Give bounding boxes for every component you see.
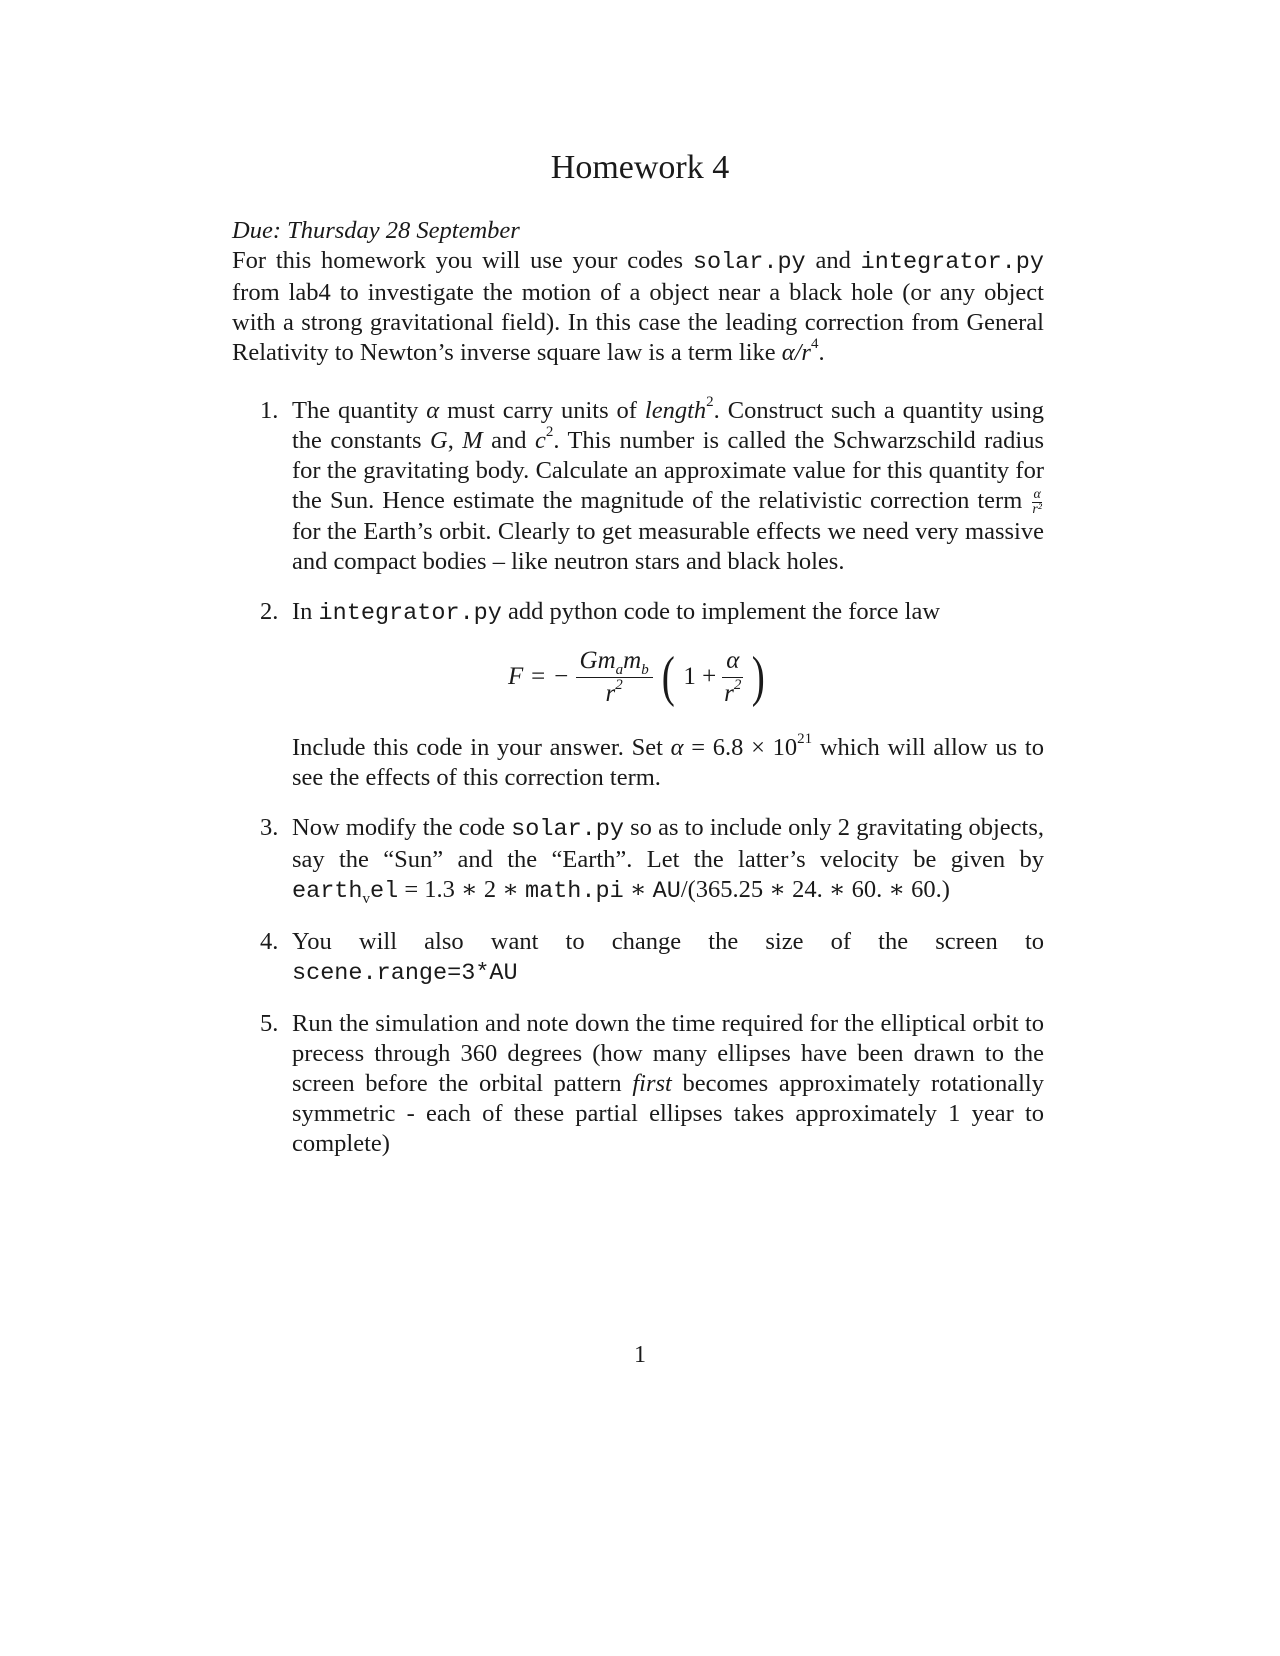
code-solar: solar.py: [511, 815, 624, 843]
code-integrator: integrator.py: [860, 249, 1044, 276]
math-G: G: [430, 427, 448, 454]
fraction-numerator-m: m: [623, 646, 642, 674]
problem-item: [232, 813, 1044, 907]
emphasis-length: length: [644, 397, 707, 424]
emphasis-first: first: [632, 1069, 672, 1097]
problem-text: becomes approximately rotationally symmetric - each of these partial ellipses takes approximately 1 year to complete): [292, 1069, 1044, 1157]
problem-text: . Construct such a quantity using the constants: [292, 397, 1044, 454]
document-body: [232, 216, 1044, 1179]
problem-text: = 1.3 ∗ 2 ∗: [398, 875, 525, 903]
math-exponent: 2: [733, 676, 742, 693]
math-exponent: 21: [797, 730, 813, 747]
problem-text: and: [482, 427, 535, 454]
problem-text: = 6.8 × 10: [683, 733, 798, 761]
problem-number: 1.: [260, 397, 279, 424]
problem-number: 4.: [260, 927, 279, 955]
fraction-numerator: α: [722, 647, 743, 678]
problem-text: must carry units of: [439, 397, 645, 424]
problem-text: so as to include only 2 gravitating objects, say the “Sun” and the “Earth”. Let the latter’s velocity be given by: [292, 813, 1044, 873]
subscript-a: a: [615, 661, 624, 678]
problem-text: add python code to implement the force law: [501, 597, 941, 625]
page-title: Homework 4: [550, 149, 730, 186]
math-alpha-over-r: α/r: [781, 339, 811, 366]
left-paren: (: [661, 646, 675, 709]
problem-text: /(365.25 ∗ 24. ∗ 60. ∗ 60.): [680, 875, 950, 903]
intro-text: and: [805, 247, 861, 274]
fraction-numerator: Gm: [579, 646, 616, 674]
code-el: el: [370, 877, 399, 905]
problem-text: Include this code in your answer. Set: [292, 733, 671, 761]
math-alpha: α: [670, 733, 684, 761]
problem-number: 2.: [260, 597, 279, 625]
problem-text: Run the simulation and note down the time required for the elliptical orbit to precess through 360 degrees (how many ellipses have been drawn to the screen before the orbital pattern: [292, 1009, 1044, 1097]
inline-fraction: [1032, 488, 1042, 517]
problem-text: ∗: [623, 875, 653, 903]
force-law-equation: [232, 647, 1044, 713]
equation-one-plus: 1 +: [683, 663, 717, 691]
problem-item: [232, 393, 1045, 577]
code-au: AU: [652, 877, 681, 905]
fraction-denominator: r²: [1032, 501, 1042, 517]
right-paren: ): [752, 646, 766, 709]
problem-text: which will allow us to see the effects of this correction term.: [292, 733, 1044, 791]
math-exponent: 2: [545, 423, 554, 440]
problem-text: for the Earth’s orbit. Clearly to get measurable effects we need very massive and compact bodies – like neutron stars and black holes.: [292, 517, 1044, 575]
problem-item: [232, 927, 1044, 989]
due-date: Due: Thursday 28 September: [232, 217, 520, 244]
math-M: M: [462, 427, 483, 454]
page-number: 1: [634, 1342, 646, 1368]
intro-text: from lab4 to investigate the motion of a object near a black hole (or any object with a strong gravitational field). In this case the leading correction from General Relativity to Newton’s inverse square law is a term like: [232, 279, 1044, 366]
math-c: c: [534, 427, 546, 454]
equation-fraction: [576, 647, 653, 708]
problem-text: Now modify the code: [292, 813, 512, 841]
problem-text: In: [292, 597, 319, 625]
problem-text: You will also want to change the size of the screen to: [292, 927, 1044, 955]
math-alpha: α: [426, 397, 440, 424]
equation-lhs: F = −: [508, 663, 570, 691]
problem-number: 5.: [260, 1009, 279, 1037]
subscript-b: b: [641, 661, 649, 678]
subscript-v: v: [362, 890, 371, 907]
math-exponent: 2: [706, 393, 714, 410]
intro-text: .: [818, 339, 825, 366]
code-math-pi: math.pi: [524, 877, 624, 905]
math-exponent: 2: [615, 676, 623, 693]
problem-text: ,: [447, 427, 463, 454]
intro-text: For this homework you will use your codes: [232, 247, 693, 274]
code-solar: solar.py: [692, 249, 806, 276]
problem-number: 3.: [260, 813, 279, 841]
fraction-numerator: α: [1033, 486, 1041, 502]
problem-item: [232, 1009, 1044, 1159]
fraction-denominator: r: [724, 679, 734, 707]
inner-fraction: [722, 647, 743, 708]
code-integrator: integrator.py: [318, 599, 502, 627]
problem-list: [232, 393, 1045, 1159]
code-scene-range: scene.range=3*AU: [292, 959, 518, 987]
code-earth: earth: [292, 877, 363, 905]
problem-item: [232, 597, 1044, 793]
problem-text: The quantity: [292, 397, 427, 424]
fraction-denominator: r: [605, 679, 616, 707]
math-exponent: 4: [810, 335, 819, 352]
problem-text: . This number is called the Schwarzschild radius for the gravitating body. Calculate an approximate value for this quantity for the Sun. Hence estimate the magnitude of the relativistic correction term: [292, 427, 1045, 514]
intro-paragraph: [232, 246, 1044, 368]
